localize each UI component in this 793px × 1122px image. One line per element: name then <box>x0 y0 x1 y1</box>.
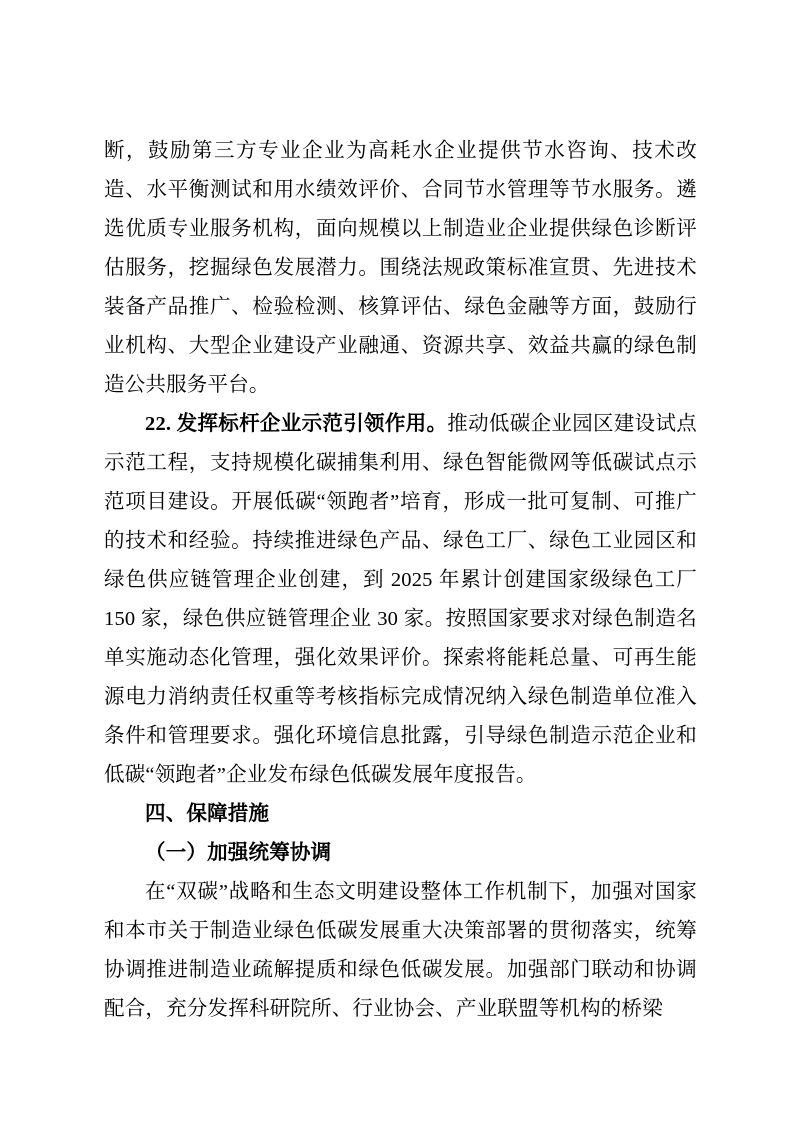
document-body <box>104 132 697 1029</box>
paragraph-continued <box>104 132 697 405</box>
paragraph-final-text: 在“双碳”战略和生态文明建设整体工作机制下，加强对国家和本市关于制造业绿色低碳发展重大决策部署的贯彻落实，统筹协调推进制造业疏解提质和绿色低碳发展。加强部门联动和协调配合，充分发挥科研院所、行业协会、产业联盟等机构的桥梁 <box>104 881 697 1020</box>
paragraph-final <box>104 873 697 1029</box>
paragraph-item-22-lead: 22. 发挥标杆企业示范引领作用。 <box>145 413 448 435</box>
paragraph-item-22 <box>104 405 697 795</box>
paragraph-continued-text: 断，鼓励第三方专业企业为高耗水企业提供节水咨询、技术改造、水平衡测试和用水绩效评价、合同节水管理等节水服务。遴选优质专业服务机构，面向规模以上制造业企业提供绿色诊断评估服务，挖掘绿色发展潜力。围绕法规政策标准宣贯、先进技术装备产品推广、检验检测、核算评估、绿色金融等方面，鼓励行业机构、大型企业建设产业融通、资源共享、效益共赢的绿色制造公共服务平台。 <box>104 140 697 396</box>
paragraph-item-22-text: 推动低碳企业园区建设试点示范工程，支持规模化碳捕集利用、绿色智能微网等低碳试点示范项目建设。开展低碳“领跑者”培育，形成一批可复制、可推广的技术和经验。持续推进绿色产品、绿色工厂、绿色工业园区和绿色供应链管理企业创建，到 2025 年累计创建国家级绿色工厂 150 家，绿色供应链管理企业 30 家。按照国家要求对绿色制造名单实施动态化管理，强化效果评价。探索将能耗总量、可再生能源电力消纳责任权重等考核指标完成情况纳入绿色制造单位准入条件和管理要求。强化环境信息批露，引导绿色制造示范企业和低碳“领跑者”企业发布绿色低碳发展年度报告。 <box>104 413 697 786</box>
section-heading: 四、保障措施 <box>145 803 270 825</box>
subsection-heading: （一）加强统筹协调 <box>145 842 332 864</box>
